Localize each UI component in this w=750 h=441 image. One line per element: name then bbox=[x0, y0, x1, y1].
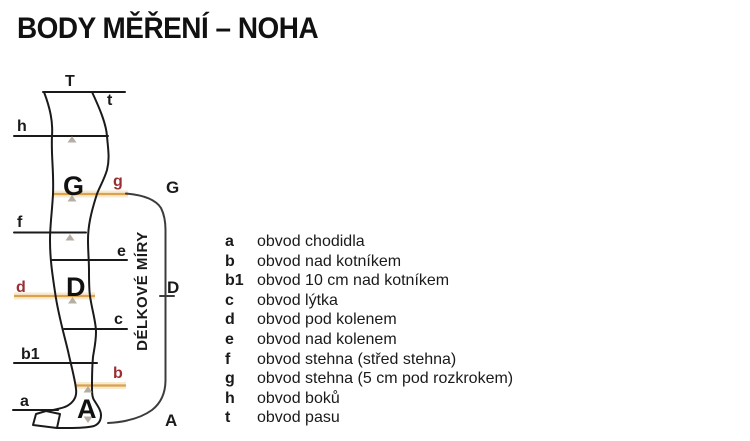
label-h: h bbox=[17, 118, 27, 135]
legend-label: obvod lýtka bbox=[257, 291, 338, 309]
legend-label: obvod nad kolenem bbox=[257, 330, 397, 348]
legend-row-f bbox=[225, 350, 513, 370]
foot-toe-cap bbox=[33, 411, 60, 428]
legend-row-g bbox=[225, 369, 513, 389]
legend-row-b1 bbox=[225, 271, 513, 291]
legend-label: obvod boků bbox=[257, 389, 340, 407]
legend-key: a bbox=[225, 233, 234, 250]
legend-row-c bbox=[225, 291, 513, 311]
legend-label: obvod nad kotníkem bbox=[257, 252, 402, 270]
label-T: T bbox=[65, 73, 75, 90]
legend-key: d bbox=[225, 311, 235, 329]
legend bbox=[225, 232, 513, 428]
label-b1: b1 bbox=[21, 346, 40, 363]
bracket-label-D: D bbox=[167, 278, 180, 297]
marker-triangle-f bbox=[66, 234, 75, 241]
legend-key: b bbox=[225, 252, 235, 270]
legend-row-e bbox=[225, 330, 513, 350]
label-f: f bbox=[17, 214, 23, 231]
label-d: d bbox=[16, 279, 26, 296]
legend-label: obvod chodidla bbox=[257, 233, 365, 250]
label-G-big: G bbox=[63, 171, 85, 201]
legend-key: t bbox=[225, 409, 231, 427]
label-t: t bbox=[107, 92, 113, 109]
label-e: e bbox=[117, 243, 126, 260]
page-title: BODY MĚŘENÍ – NOHA bbox=[17, 12, 319, 45]
bracket-label-A: A bbox=[165, 411, 178, 430]
legend-key: f bbox=[225, 350, 231, 368]
legend-row-h bbox=[225, 389, 513, 409]
legend-label: obvod 10 cm nad kotníkem bbox=[257, 272, 450, 290]
legend-row-a bbox=[225, 232, 513, 252]
legend-row-d bbox=[225, 310, 513, 330]
label-A-big: A bbox=[77, 394, 97, 424]
legend-row-b bbox=[225, 252, 513, 272]
legend-key: c bbox=[225, 291, 234, 309]
legend-key: h bbox=[225, 389, 235, 407]
length-measures-title: DÉLKOVÉ MÍRY bbox=[134, 231, 151, 351]
label-D-big: D bbox=[66, 272, 86, 302]
legend-key: e bbox=[225, 330, 234, 348]
legend-label: obvod pasu bbox=[257, 409, 340, 427]
legend-key: g bbox=[225, 370, 235, 388]
legend-key: b1 bbox=[225, 272, 244, 290]
legend-label: obvod stehna (5 cm pod rozkrokem) bbox=[257, 370, 514, 388]
bracket-label-G: G bbox=[166, 178, 180, 197]
label-g: g bbox=[113, 173, 123, 190]
legend-row-t bbox=[225, 408, 513, 428]
legend-label: obvod stehna (střed stehna) bbox=[257, 350, 457, 368]
label-b: b bbox=[113, 365, 123, 382]
label-a: a bbox=[20, 393, 29, 410]
label-c: c bbox=[114, 311, 123, 328]
legend-label: obvod pod kolenem bbox=[257, 311, 397, 329]
